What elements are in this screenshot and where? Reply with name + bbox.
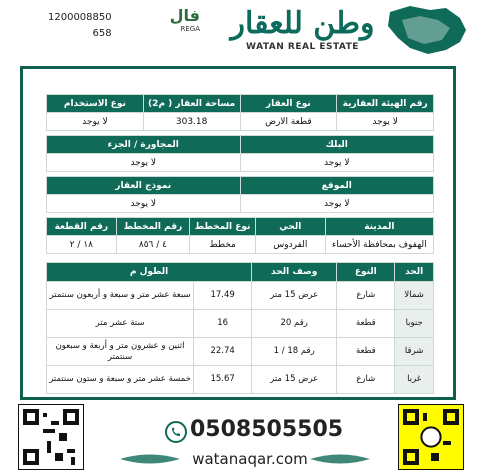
value-cell: لا يوجد [47,113,144,131]
license-number: 1200008850 [48,12,112,23]
header-cell: رقم الهيئة العقارية [337,95,434,113]
value-cell: الهفوف بمحافظة الأحساء [325,236,433,254]
length-cell: 16 [194,310,252,338]
snapchat-qr-icon[interactable] [398,404,464,470]
header-cell: النوع [337,263,395,282]
fal-logo-text: فال [169,6,200,25]
value-cell: الفردوس [255,236,325,254]
property-details [46,94,434,394]
table-row [47,366,434,394]
value-cell: قطعة الارض [240,113,337,131]
type-cell: شارع [337,282,395,310]
brand-name-en: WATAN REAL ESTATE [246,42,359,52]
length-text-cell: ستة عشر متر [47,310,194,338]
header-cell: رقم القطعة [47,218,117,236]
license-code: 658 [92,28,112,39]
table-row [47,310,434,338]
value-cell: ٤ / ٨٥٦ [116,236,190,254]
side-cell: جنوبا [395,310,434,338]
length-text-cell: اثنين و عشرون متر و أربعة و سبعون سنتمتر [47,338,194,366]
qr-code-icon[interactable] [18,404,84,470]
side-cell: شرقا [395,338,434,366]
type-cell: شارع [337,366,395,394]
header-cell: الحي [255,218,325,236]
length-cell: 15.67 [194,366,252,394]
header-cell: مساحة العقار ( م2) [143,95,240,113]
value-cell: لا يوجد [240,154,434,172]
brand-name: وطن للعقار [230,6,375,41]
length-text-cell: خمسة عشر متر و سبعة و ستون سنتمتر [47,366,194,394]
header-cell: الموقع [240,177,434,195]
table-row [47,338,434,366]
property-table-block [46,135,434,172]
brand-logo [215,6,390,52]
value-cell: لا يوجد [47,154,241,172]
desc-cell: رقم 18 / 1 [252,338,337,366]
header-cell: رقم المخطط [116,218,190,236]
boundaries-table [46,262,434,394]
license-info [48,10,112,42]
leaf-ornament-icon [120,452,180,466]
type-cell: قطعة [337,338,395,366]
value-cell: ١٨ / ٢ [47,236,117,254]
length-cell: 17.49 [194,282,252,310]
header-cell: المدينة [325,218,433,236]
desc-cell: عرض 15 متر [252,366,337,394]
desc-cell: عرض 15 متر [252,282,337,310]
length-text-cell: سبعة عشر متر و سبعة و أربعون سنتمتر [47,282,194,310]
header-cell: البلك [240,136,434,154]
table-row [47,282,434,310]
leaf-ornament-icon [310,452,370,466]
header-cell: الحد [395,263,434,282]
property-table-main [46,94,434,131]
header-cell: نموذج العقار [47,177,241,195]
type-cell: قطعة [337,310,395,338]
whatsapp-icon[interactable] [164,420,188,444]
value-cell: مخطط [190,236,256,254]
value-cell: لا يوجد [337,113,434,131]
header-cell: المجاورة / الجزء [47,136,241,154]
fal-logo [112,6,200,58]
length-cell: 22.74 [194,338,252,366]
side-cell: غربا [395,366,434,394]
header-cell: نوع الاستخدام [47,95,144,113]
fal-logo-sub: REGA [180,25,200,33]
value-cell: 303.18 [143,113,240,131]
website-link[interactable]: watanaqar.com [192,450,308,468]
desc-cell: رقم 20 [252,310,337,338]
side-cell: شمالا [395,282,434,310]
property-table-plan [46,217,434,254]
property-table-location [46,176,434,213]
header-cell: نوع المخطط [190,218,256,236]
header-cell: الطول م [47,263,252,282]
value-cell: لا يوجد [240,195,434,213]
value-cell: لا يوجد [47,195,241,213]
header [0,0,480,64]
saudi-map-logo-icon [380,2,472,57]
header-cell: نوع العقار [240,95,337,113]
header-cell: وصف الحد [252,263,337,282]
phone-number[interactable]: 0508505505 [190,417,344,442]
